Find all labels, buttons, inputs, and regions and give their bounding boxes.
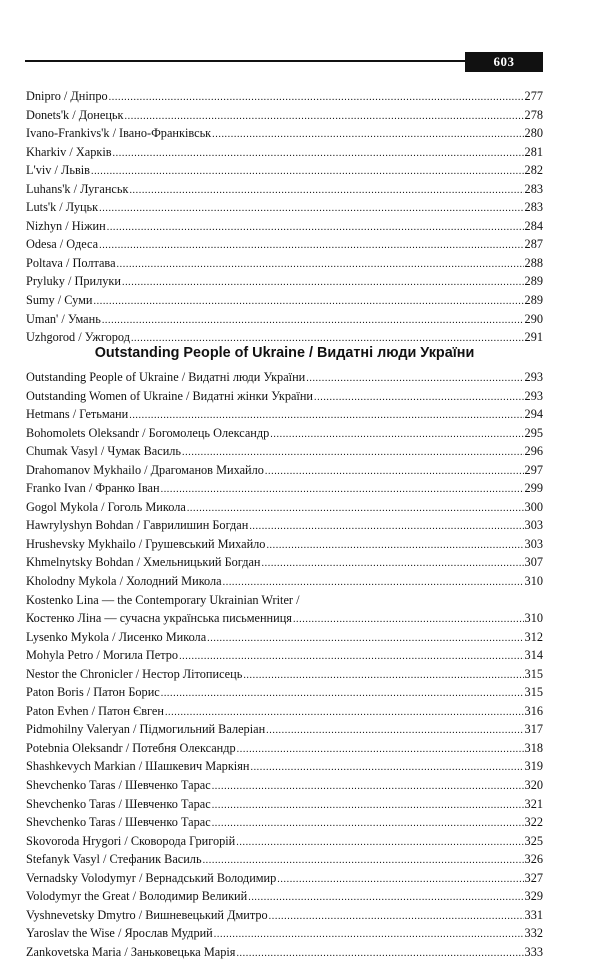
- toc-entry: [26, 161, 543, 180]
- toc-entry-page: 295: [524, 425, 543, 440]
- toc-entry-page: 303: [524, 536, 543, 551]
- page-number: 603: [465, 52, 543, 72]
- toc-entry-page: 294: [524, 407, 543, 422]
- toc-entry-title: L'viv / Львів: [26, 163, 90, 178]
- toc-entry-page: 278: [524, 107, 543, 122]
- toc-entry-title: Костенко Ліна — сучасна українська письменниця: [26, 611, 292, 626]
- dot-leader: [236, 945, 523, 964]
- toc-entry-page: 320: [524, 778, 543, 793]
- dot-leader: [293, 611, 524, 630]
- dot-leader: [212, 778, 524, 797]
- toc-entry: [26, 924, 543, 943]
- toc-entry: [26, 646, 543, 665]
- toc-entry-page: 293: [524, 388, 543, 403]
- toc-entry-title: Hetmans / Гетьмани: [26, 407, 129, 422]
- dot-leader: [243, 667, 523, 686]
- toc-entry: [26, 106, 543, 125]
- toc-entry-title: Poltava / Полтава: [26, 255, 116, 270]
- toc-entry-title: Potebnia Oleksandr / Потебня Олександр: [26, 740, 236, 755]
- dot-leader: [249, 518, 523, 537]
- toc-entry-title: Pidmohilny Valeryan / Підмогильний Валеріан: [26, 722, 266, 737]
- toc-entry-page: 310: [524, 574, 543, 589]
- toc-entry-title: Hrushevsky Mykhailo / Грушевський Михайло: [26, 536, 266, 551]
- toc-entry: [26, 217, 543, 236]
- toc-entry: [26, 272, 543, 291]
- toc-entry: [26, 387, 543, 406]
- toc-entry: [26, 553, 543, 572]
- toc-entry: [26, 776, 543, 795]
- toc-entry-page: 316: [524, 703, 543, 718]
- toc-entry-title: Sumy / Суми: [26, 293, 93, 308]
- dot-leader: [248, 889, 523, 908]
- toc-entry-title: Volodymyr the Great / Володимир Великий: [26, 889, 248, 904]
- toc-entry: [26, 591, 543, 610]
- toc-entry-title: Outstanding Women of Ukraine / Видатні жінки України: [26, 388, 314, 403]
- toc-entry: [26, 665, 543, 684]
- toc-entry-title: Uman' / Умань: [26, 311, 101, 326]
- toc-entry: [26, 739, 543, 758]
- toc-entry: [26, 869, 543, 888]
- toc-entry-title: Paton Evhen / Патон Євген: [26, 703, 164, 718]
- dot-leader: [266, 722, 523, 741]
- toc-entry: [26, 906, 543, 925]
- toc-entry-title: Vyshnevetsky Dmytro / Вишневецький Дмитро: [26, 907, 268, 922]
- toc-entry-page: 297: [524, 462, 543, 477]
- toc-list-cities: [26, 87, 543, 347]
- toc-entry-title: Shevchenko Taras / Шевченко Тарас: [26, 796, 211, 811]
- toc-entry: [26, 424, 543, 443]
- toc-entry-page: 314: [524, 648, 543, 663]
- toc-entry-page: 277: [524, 89, 543, 103]
- toc-entry-title: Gogol Mykola / Гоголь Микола: [26, 499, 186, 514]
- toc-entry: [26, 87, 543, 106]
- toc-entry-page: 281: [524, 144, 543, 159]
- dot-leader: [129, 182, 523, 201]
- toc-entry-page: 307: [524, 555, 543, 570]
- toc-entry: [26, 405, 543, 424]
- toc-entry: [26, 832, 543, 851]
- toc-entry-page: 293: [524, 370, 543, 384]
- toc-entry-title: Luhans'k / Луганськ: [26, 181, 129, 196]
- toc-entry-page: 282: [524, 163, 543, 178]
- dot-leader: [161, 685, 524, 704]
- dot-leader: [102, 312, 524, 331]
- toc-entry-title: Hawrylyshyn Bohdan / Гаврилишин Богдан: [26, 518, 249, 533]
- toc-entry-page: 317: [524, 722, 543, 737]
- toc-entry-title: Bohomolets Oleksandr / Богомолець Олександр: [26, 425, 270, 440]
- toc-entry-page: 291: [524, 330, 543, 345]
- toc-entry-page: 303: [524, 518, 543, 533]
- toc-entry-page: 300: [524, 499, 543, 514]
- dot-leader: [265, 463, 524, 482]
- toc-entry-page: 332: [524, 926, 543, 941]
- dot-leader: [314, 389, 524, 408]
- toc-entry: [26, 702, 543, 721]
- toc-entry: [26, 813, 543, 832]
- toc-entry: [26, 535, 543, 554]
- toc-entry-title: Luts'k / Луцьк: [26, 200, 99, 215]
- toc-entry: [26, 609, 543, 628]
- toc-entry: [26, 683, 543, 702]
- dot-leader: [269, 908, 524, 927]
- dot-leader: [117, 256, 524, 275]
- dot-leader: [212, 815, 524, 834]
- toc-entry-title: Nizhyn / Ніжин: [26, 218, 106, 233]
- toc-entry: [26, 310, 543, 329]
- toc-entry-title: Nestor the Chronicler / Нестор Літописець: [26, 666, 243, 681]
- toc-entry: [26, 461, 543, 480]
- dot-leader: [99, 237, 523, 256]
- toc-entry-page: 299: [524, 481, 543, 496]
- toc-entry-title: Odesa / Одеса: [26, 237, 99, 252]
- dot-leader: [113, 145, 524, 164]
- toc-entry-page: 283: [524, 200, 543, 215]
- toc-entry-title: Outstanding People of Ukraine / Видатні люди України: [26, 370, 306, 384]
- toc-entry-title: Stefanyk Vasyl / Стефаник Василь: [26, 852, 202, 867]
- toc-entry: [26, 943, 543, 962]
- toc-entry-page: 312: [524, 629, 543, 644]
- toc-entry-title: Pryluky / Прилуки: [26, 274, 121, 289]
- toc-entry-page: 318: [524, 740, 543, 755]
- toc-entry-page: 321: [524, 796, 543, 811]
- toc-entry-page: 284: [524, 218, 543, 233]
- toc-entry-page: 283: [524, 181, 543, 196]
- toc-entry-title: Drahomanov Mykhailo / Драгоманов Михайло: [26, 462, 264, 477]
- toc-entry-page: 325: [524, 833, 543, 848]
- toc-entry-page: 289: [524, 274, 543, 289]
- toc-entry-page: 319: [524, 759, 543, 774]
- toc-entry: [26, 572, 543, 591]
- section-heading: Outstanding People of Ukraine / Видатні люди України: [94, 345, 475, 361]
- toc-list-people: [26, 368, 543, 962]
- toc-entry-page: 322: [524, 815, 543, 830]
- toc-entry-title: Kharkiv / Харків: [26, 144, 112, 159]
- toc-entry-page: 333: [524, 944, 543, 959]
- toc-entry: [26, 887, 543, 906]
- dot-leader: [262, 555, 524, 574]
- toc-entry: [26, 235, 543, 254]
- dot-leader: [237, 741, 524, 760]
- toc-entry-page: 329: [524, 889, 543, 904]
- toc-entry: [26, 850, 543, 869]
- toc-entry-title: Mohyla Petro / Могила Петро: [26, 648, 179, 663]
- toc-entry: [26, 720, 543, 739]
- dot-leader: [207, 630, 523, 649]
- toc-entry-title: Lysenko Mykola / Лисенко Микола: [26, 629, 207, 644]
- toc-entry-title: Franko Ivan / Франко Іван: [26, 481, 160, 496]
- toc-entry: [26, 442, 543, 461]
- toc-entry-title: Zankovetska Maria / Заньковецька Марія: [26, 944, 236, 959]
- toc-entry: [26, 198, 543, 217]
- dot-leader: [109, 89, 524, 108]
- toc-entry-page: 280: [524, 126, 543, 141]
- toc-entry-title: Kholodny Mykola / Холодний Микола: [26, 574, 222, 589]
- toc-entry-title: Ivano-Frankivs'k / Івано-Франківськ: [26, 126, 212, 141]
- toc-entry: [26, 498, 543, 517]
- toc-entry: [26, 628, 543, 647]
- dot-leader: [107, 219, 524, 238]
- toc-entry-title: Skovoroda Hrygori / Сковорода Григорій: [26, 833, 236, 848]
- toc-entry-title: Paton Boris / Патон Борис: [26, 685, 160, 700]
- toc-entry: [26, 757, 543, 776]
- toc-entry-title: Donets'k / Донецьк: [26, 107, 124, 122]
- dot-leader: [270, 426, 523, 445]
- toc-entry-title: Shevchenko Taras / Шевченко Тарас: [26, 778, 211, 793]
- toc-entry-page: 315: [524, 666, 543, 681]
- dot-leader: [266, 537, 523, 556]
- toc-entry: [26, 180, 543, 199]
- dot-leader: [161, 481, 524, 500]
- dot-leader: [99, 200, 523, 219]
- toc-entry-title: Vernadsky Volodymyr / Вернадський Володимир: [26, 870, 277, 885]
- toc-entry-title: Dnipro / Дніпро: [26, 89, 108, 103]
- toc-entry-title: Chumak Vasyl / Чумак Василь: [26, 444, 182, 459]
- dot-leader: [250, 759, 523, 778]
- toc-entry-title: Uzhgorod / Ужгород: [26, 330, 130, 345]
- dot-leader: [91, 163, 524, 182]
- toc-entry: [26, 328, 543, 347]
- toc-entry: [26, 368, 543, 387]
- toc-entry-page: 290: [524, 311, 543, 326]
- toc-entry-page: 315: [524, 685, 543, 700]
- dot-leader: [122, 274, 524, 293]
- dot-leader: [277, 871, 523, 890]
- toc-entry-page: 310: [524, 611, 543, 626]
- toc-entry-page: 288: [524, 255, 543, 270]
- toc-entry: [26, 291, 543, 310]
- toc-entry-title: Shevchenko Taras / Шевченко Тарас: [26, 815, 211, 830]
- toc-entry-page: 331: [524, 907, 543, 922]
- toc-entry-page: 289: [524, 293, 543, 308]
- toc-entry: [26, 795, 543, 814]
- toc-entry-title: Kostenko Lina — the Contemporary Ukrainian Writer /: [26, 592, 300, 607]
- dot-leader: [236, 834, 523, 853]
- toc-entry-page: 326: [524, 852, 543, 867]
- toc-entry-page: 296: [524, 444, 543, 459]
- toc-entry: [26, 143, 543, 162]
- dot-leader: [306, 370, 523, 389]
- toc-entry-page: 327: [524, 870, 543, 885]
- toc-entry: [26, 516, 543, 535]
- toc-entry-page: 287: [524, 237, 543, 252]
- toc-entry: [26, 254, 543, 273]
- dot-leader: [214, 926, 524, 945]
- toc-entry: [26, 124, 543, 143]
- toc-entry-title: Yaroslav the Wise / Ярослав Мудрий: [26, 926, 213, 941]
- toc-entry: [26, 479, 543, 498]
- toc-entry-title: Khmelnytsky Bohdan / Хмельницький Богдан: [26, 555, 261, 570]
- dot-leader: [94, 293, 524, 312]
- dot-leader: [212, 797, 524, 816]
- toc-entry-title: Shashkevych Markian / Шашкевич Маркіян: [26, 759, 250, 774]
- dot-leader: [212, 126, 523, 145]
